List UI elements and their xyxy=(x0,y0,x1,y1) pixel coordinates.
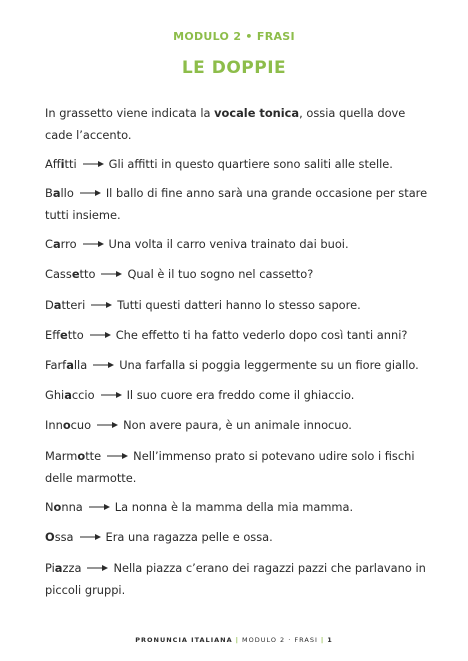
module-header: MODULO 2 • FRASI xyxy=(173,30,295,43)
word-prefix: Ghi xyxy=(45,388,65,402)
word-prefix: Marm xyxy=(45,449,78,463)
tonic-vowel: a xyxy=(66,358,74,372)
example-sentence: Non avere paura, è un animale innocuo. xyxy=(123,418,352,432)
list-item xyxy=(45,496,430,518)
word-suffix: tte xyxy=(85,449,102,463)
word-suffix: tto xyxy=(79,267,96,281)
footer-section: MODULO 2 · FRASI xyxy=(241,636,318,644)
list-item xyxy=(45,354,430,376)
word-prefix: B xyxy=(45,186,53,200)
tonic-vowel: a xyxy=(52,237,61,251)
word-prefix: Inn xyxy=(45,418,63,432)
tonic-vowel: a xyxy=(53,298,62,312)
arrow-right-icon xyxy=(80,189,102,197)
word-prefix: D xyxy=(45,298,54,312)
word-suffix: zza xyxy=(62,561,82,575)
arrow-right-icon xyxy=(90,331,112,339)
example-sentence: Tutti questi datteri hanno lo stesso sapore. xyxy=(117,298,361,312)
word-prefix: Farf xyxy=(45,358,67,372)
list-item xyxy=(45,294,430,316)
intro-paragraph xyxy=(45,102,430,146)
tonic-vowel: o xyxy=(77,449,86,463)
footer-separator: | xyxy=(235,636,239,644)
word-suffix: nna xyxy=(61,500,83,514)
word-prefix: N xyxy=(45,500,54,514)
entry-word xyxy=(45,500,83,514)
tonic-vowel: e xyxy=(60,328,68,342)
arrow-right-icon xyxy=(107,452,129,460)
tonic-vowel: o xyxy=(62,418,71,432)
example-sentence: Gli affitti in questo quartiere sono saliti alle stelle. xyxy=(108,157,393,171)
intro-bold: vocale tonica xyxy=(214,106,300,120)
list-item xyxy=(45,526,430,548)
footer-page-number: 1 xyxy=(327,636,333,644)
entry-word xyxy=(45,328,84,342)
entry-word xyxy=(45,388,95,402)
list-item xyxy=(45,182,430,226)
word-suffix: rro xyxy=(60,237,77,251)
arrow-right-icon xyxy=(83,160,105,168)
word-suffix: tto xyxy=(67,328,84,342)
entry-word xyxy=(45,358,87,372)
tonic-vowel: a xyxy=(54,561,63,575)
entry-word xyxy=(45,186,74,200)
arrow-right-icon xyxy=(93,361,115,369)
arrow-right-icon xyxy=(101,391,123,399)
page-footer xyxy=(0,636,468,644)
tonic-vowel: O xyxy=(45,530,55,544)
word-prefix: Cass xyxy=(45,267,72,281)
word-suffix: ccio xyxy=(71,388,95,402)
arrow-right-icon xyxy=(97,421,119,429)
footer-separator: | xyxy=(320,636,325,644)
example-sentence: Nella piazza c’erano dei ragazzi pazzi che parlavano in piccoli gruppi. xyxy=(45,561,426,597)
word-prefix: Eff xyxy=(45,328,61,342)
example-sentence: Qual è il tuo sogno nel cassetto? xyxy=(127,267,314,281)
entry-word xyxy=(45,418,91,432)
example-sentence: Che effetto ti ha fatto vederlo dopo così tanti anni? xyxy=(115,328,408,342)
example-sentence: Nell’immenso prato si potevano udire solo i fischi delle marmotte. xyxy=(45,449,415,485)
tonic-vowel: i xyxy=(60,157,65,171)
example-sentence: La nonna è la mamma della mia mamma. xyxy=(114,500,354,514)
list-item xyxy=(45,233,430,255)
word-suffix: tti xyxy=(64,157,77,171)
list-item xyxy=(45,153,430,175)
entry-word xyxy=(45,449,101,463)
page-title: LE DOPPIE xyxy=(181,58,287,78)
arrow-right-icon xyxy=(101,270,123,278)
arrow-right-icon xyxy=(83,240,105,248)
list-item xyxy=(45,445,430,489)
tonic-vowel: a xyxy=(52,186,61,200)
intro-text-after: , ossia quella dove cade l’accento. xyxy=(45,106,406,142)
list-item xyxy=(45,557,430,601)
entry-word xyxy=(45,530,74,544)
entry-word xyxy=(45,561,81,575)
word-suffix: llo xyxy=(60,186,74,200)
word-prefix: C xyxy=(45,237,53,251)
example-sentence: Una volta il carro veniva trainato dai buoi. xyxy=(108,237,349,251)
word-prefix: Pi xyxy=(45,561,55,575)
example-sentence: Il ballo di fine anno sarà una grande occasione per stare tutti insieme. xyxy=(45,186,428,222)
list-item xyxy=(45,263,430,285)
footer-book: PRONUNCIA ITALIANA xyxy=(135,636,233,644)
word-prefix: Aff xyxy=(45,157,61,171)
entry-word xyxy=(45,237,77,251)
word-suffix: tteri xyxy=(61,298,86,312)
list-item xyxy=(45,324,430,346)
word-suffix: ssa xyxy=(54,530,74,544)
arrow-right-icon xyxy=(89,503,111,511)
intro-text-before: In grassetto viene indicata la xyxy=(45,106,215,120)
entry-word xyxy=(45,298,85,312)
word-suffix: cuo xyxy=(70,418,92,432)
arrow-right-icon xyxy=(91,301,113,309)
example-sentence: Una farfalla si poggia leggermente su un fiore giallo. xyxy=(119,358,419,372)
word-suffix: lla xyxy=(73,358,88,372)
entry-word xyxy=(45,267,95,281)
tonic-vowel: o xyxy=(53,500,62,514)
arrow-right-icon xyxy=(87,564,109,572)
tonic-vowel: e xyxy=(71,267,80,281)
example-sentence: Era una ragazza pelle e ossa. xyxy=(105,530,273,544)
list-item xyxy=(45,414,430,436)
list-item xyxy=(45,384,430,406)
entry-word xyxy=(45,157,77,171)
arrow-right-icon xyxy=(80,533,102,541)
tonic-vowel: a xyxy=(64,388,72,402)
example-sentence: Il suo cuore era freddo come il ghiaccio. xyxy=(126,388,355,402)
